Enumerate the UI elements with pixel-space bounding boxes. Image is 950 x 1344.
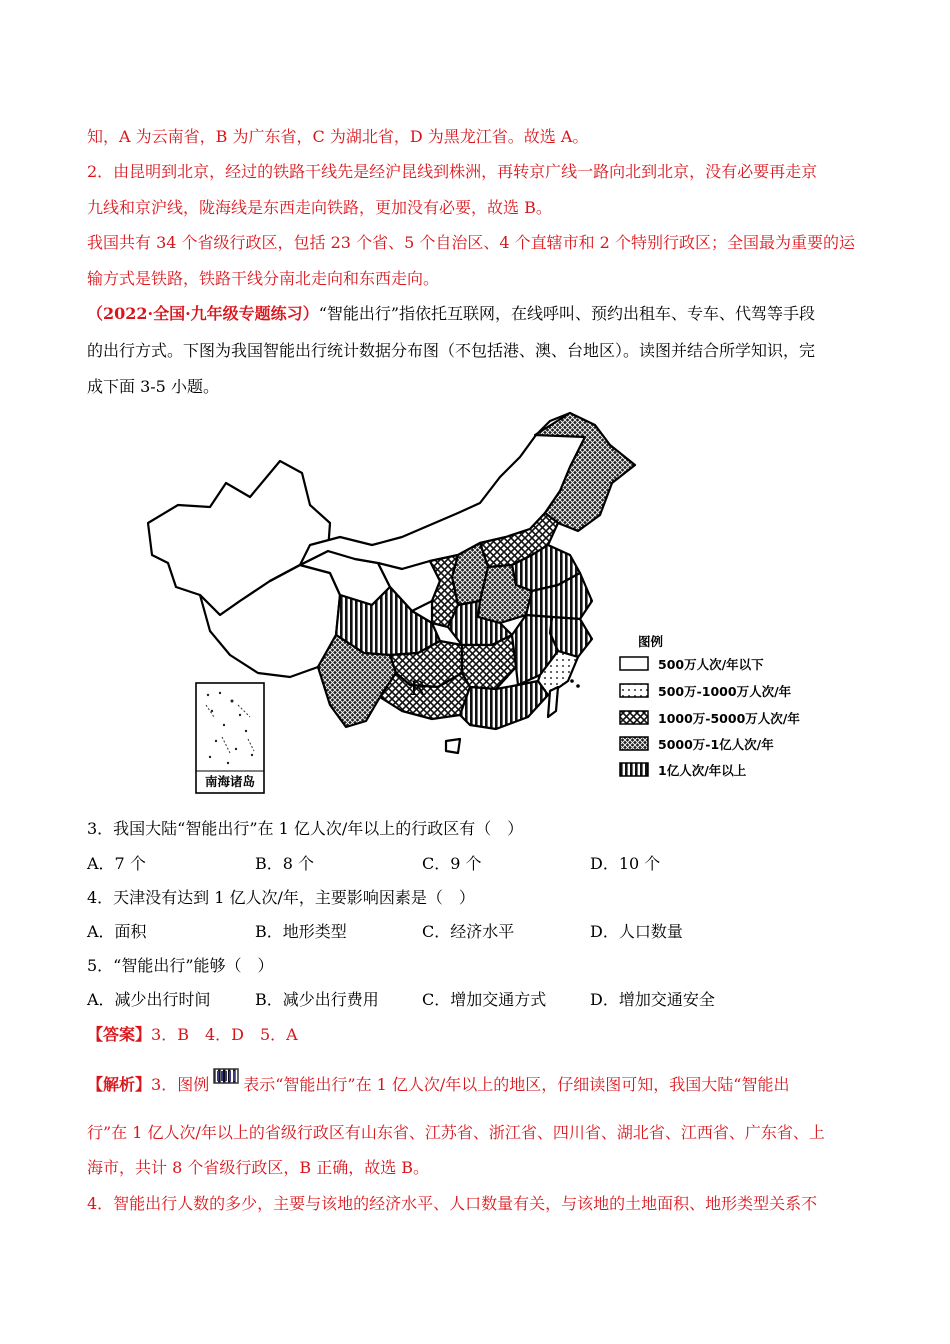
legend-item-3: 1000万-5000万人次/年 — [658, 711, 800, 726]
legend-swatch-2 — [620, 684, 648, 697]
question-3-stem: 3．我国大陆“智能出行”在 1 亿人次/年以上的行政区有（ ） — [87, 819, 524, 838]
inset-label: 南海诸岛 — [204, 774, 256, 789]
legend-vertical-stripe-icon — [213, 1068, 239, 1084]
answer-label: 【答案】 — [87, 1025, 152, 1044]
analysis-line-2: 行”在 1 亿人次/年以上的省级行政区有山东省、江苏省、浙江省、四川省、湖北省、江西省、广东省、上 — [87, 1123, 825, 1142]
answer-text: 3．B 4．D 5．A — [151, 1025, 298, 1044]
q5-option-a[interactable]: A．减少出行时间 — [87, 990, 211, 1009]
intro-line-3: 成下面 3-5 小题。 — [87, 377, 219, 396]
q5-option-d[interactable]: D．增加交通安全 — [590, 990, 715, 1009]
china-smart-travel-map — [140, 405, 830, 795]
legend-swatch-4 — [620, 737, 648, 750]
analysis-line-1 — [87, 1068, 790, 1096]
intro-line-2: 的出行方式。下图为我国智能出行统计数据分布图（不包括港、澳、台地区）。读图并结合所学知识，完 — [87, 341, 816, 360]
analysis-text-a: 3．图例 — [151, 1075, 210, 1094]
intro-text: “智能出行”指依托互联网，在线呼叫、预约出租车、专车、代驾等手段 — [318, 304, 816, 323]
analysis-text-b: 表示“智能出行”在 1 亿人次/年以上的地区，仔细读图可知，我国大陆“智能出 — [243, 1075, 790, 1094]
q3-option-a[interactable]: A．7 个 — [87, 854, 146, 873]
analysis-line-4: 4．智能出行人数的多少，主要与该地的经济水平、人口数量有关，与该地的土地面积、地形类型关系不 — [87, 1194, 818, 1213]
legend-swatch-1 — [620, 657, 648, 670]
legend-item-4: 5000万-1亿人次/年 — [658, 737, 774, 752]
region-guangdong — [460, 681, 548, 729]
q5-option-b[interactable]: B．减少出行费用 — [255, 990, 379, 1009]
explanation-line-3: 九线和京沪线，陇海线是东西走向铁路，更加没有必要，故选 B。 — [87, 198, 552, 217]
question-source: （2022·全国·九年级专题练习） — [87, 304, 319, 323]
legend-title: 图例 — [638, 634, 664, 649]
legend-item-5: 1亿人次/年以上 — [658, 763, 747, 778]
q3-option-c[interactable]: C．9 个 — [422, 854, 482, 873]
intro-line-1 — [87, 303, 815, 325]
legend-swatch-3 — [620, 711, 648, 724]
q3-option-b[interactable]: B．8 个 — [255, 854, 315, 873]
question-4-stem: 4．天津没有达到 1 亿人次/年，主要影响因素是（ ） — [87, 888, 475, 907]
legend-item-1: 500万人次/年以下 — [658, 657, 764, 672]
region-hainan — [446, 739, 460, 753]
legend-item-2: 500万-1000万人次/年 — [658, 684, 792, 699]
explanation-line-2: 2．由昆明到北京，经过的铁路干线先是经沪昆线到株洲，再转京广线一路向北到北京，没有必要再走京 — [87, 162, 818, 181]
analysis-label: 【解析】 — [87, 1075, 152, 1094]
analysis-line-3: 海市，共计 8 个省级行政区，B 正确，故选 B。 — [87, 1158, 430, 1177]
region-taiwan — [548, 687, 558, 717]
q4-option-c[interactable]: C．经济水平 — [422, 922, 515, 941]
explanation-line-1: 知，A 为云南省，B 为广东省，C 为湖北省，D 为黑龙江省。故选 A。 — [87, 127, 589, 146]
question-5-stem: 5．“智能出行”能够（ ） — [87, 956, 274, 975]
point-label-r: R — [410, 676, 426, 700]
explanation-line-4: 我国共有 34 个省级行政区，包括 23 个省、5 个自治区、4 个直辖市和 2 个特别行政区；全国最为重要的运 — [87, 233, 855, 252]
q4-option-b[interactable]: B．地形类型 — [255, 922, 347, 941]
map-legend — [620, 634, 800, 778]
explanation-line-5: 输方式是铁路，铁路干线分南北走向和东西走向。 — [87, 269, 440, 288]
answer-line — [87, 1024, 298, 1046]
legend-swatch-5 — [620, 763, 648, 776]
q4-option-d[interactable]: D．人口数量 — [590, 922, 683, 941]
q3-option-d[interactable]: D．10 个 — [590, 854, 661, 873]
q4-option-a[interactable]: A．面积 — [87, 922, 147, 941]
q5-option-c[interactable]: C．增加交通方式 — [422, 990, 547, 1009]
south-china-sea-inset — [196, 683, 264, 793]
